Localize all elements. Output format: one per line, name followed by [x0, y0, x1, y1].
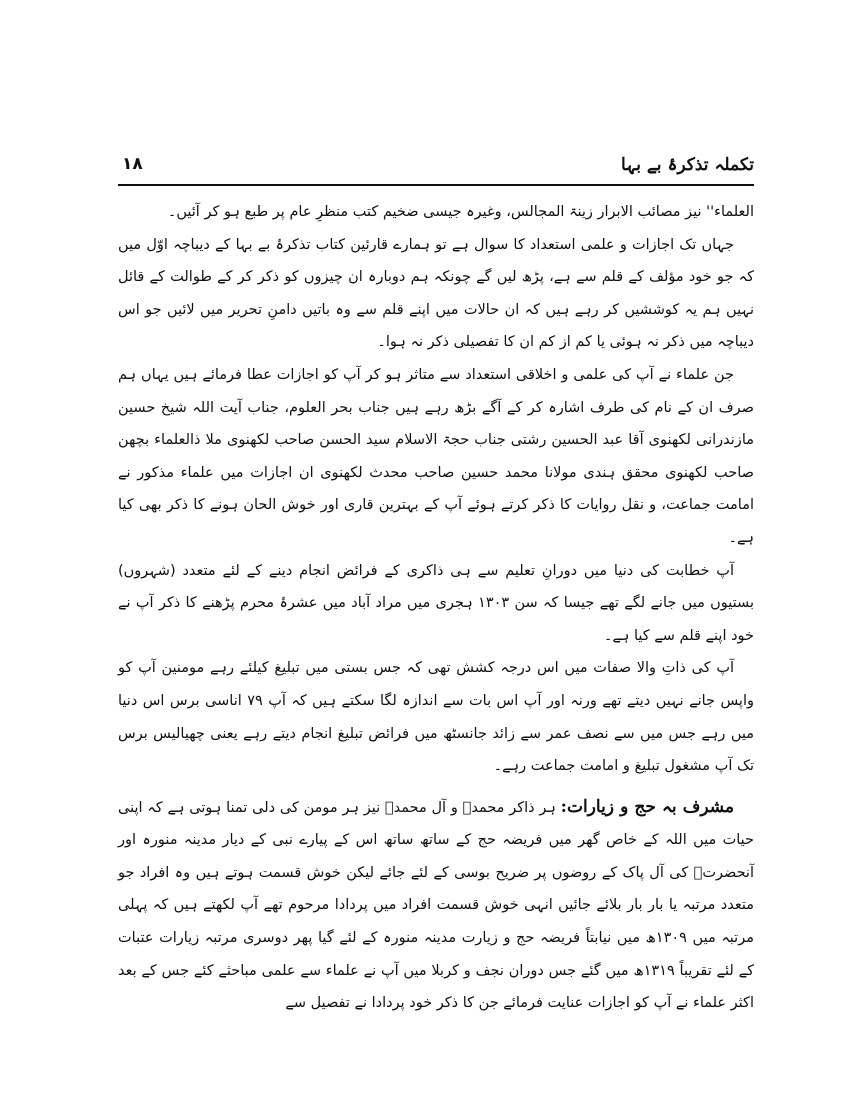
- paragraph-1: العلماء'' نیز مصائب الابرار زینۃ المجالس، وغیرہ جیسی ضخیم کتب منظرِ عام پر طبع ہو کر آئیں۔: [167, 204, 754, 220]
- page-header: [118, 152, 754, 182]
- paragraph-4: آپ خطابت کی دنیا میں دورانِ تعلیم سے ہی ذاکری کے فرائض انجام دینے کے لئے متعدد (شہروں) بستیوں میں جانے لگے تھے جیسا کہ سن ١٣٠٣ ہجری میں مراد آباد میں عشرۂ محرم پڑھنے کا ذکر آپ نے خود اپنے قلم سے کیا ہے۔: [118, 562, 755, 644]
- section-heading: مشرف بہ حج و زیارات:: [560, 796, 735, 817]
- section-paragraph: [118, 791, 754, 1020]
- paragraph-5: آپ کی ذاتِ والا صفات میں اس درجہ کشش تھی کہ جس بستی میں تبلیغ کیلئے رہے مومنین آپ کو واپس جانے نہیں دیتے تھے ورنہ اور آپ اس بات سے اندازہ لگا سکتے ہیں کہ آپ ٧٩ اناسی برس اس دنیا میں رہے جس میں سے نصف عمر سے زائد جانسٹھ میں فرائض تبلیغ انجام دیتے رہے یعنی چھیالیس برس تک آپ مشغول تبلیغ و امامت جماعت رہے۔: [118, 660, 754, 775]
- paragraph-3: جن علماء نے آپ کی علمی و اخلاقی استعداد سے متاثر ہو کر آپ کو اجازات عطا فرمائے ہیں یہاں ہم صرف ان کے نام کی طرف اشارہ کر کے آگے بڑھ رہے ہیں جناب بحر العلوم، جناب آیت اللہ شیخ حسین مازندرانی لکھنوی آقا عبد الحسین رشتی جناب حجۃ الاسلام سید الحسن صاحب لکھنوی ملا ذالعلماء بچھن صاحب لکھنوی محقق ہندی مولانا محمد حسین صاحب محدث لکھنوی ان اجازات میں علماء مذکور نے امامت جماعت، و نقل روایات کا ذکر کرتے ہوئے آپ کے بہترین قاری اور خوش الحان ہونے کا ذکر بھی کیا ہے۔: [118, 366, 754, 546]
- page-number: ١٨: [122, 154, 143, 174]
- header-rule: [118, 184, 754, 186]
- paragraph-2: جہاں تک اجازات و علمی استعداد کا سوال ہے تو ہمارے قارئین کتاب تذکرۂ بے بہا کے دیباچہ اوّل میں کہ جو خود مؤلف کے قلم سے ہے، پڑھ لیں گے چونکہ ہم دوبارہ ان چیزوں کو ذکر کر کے طوالت کے قائل نہیں ہم یہ کوششیں کر رہے ہیں کہ ان حالات میں اپنے قلم سے وہ باتیں دامنِ تحریر میں لائیں جو اس دیباچہ میں ذکر نہ ہوئی یا کم از کم ان کا تفصیلی ذکر نہ ہوا۔: [118, 236, 754, 351]
- section-text: ہر ذاکر محمدؐ و آل محمدؐ نیز ہر مومن کی دلی تمنا ہوتی ہے کہ اپنی حیات میں اللہ کے خاص گھر میں فریضہ حج کے ساتھ ساتھ اس کے پیارے نبی کے دیار مدینہ منورہ اور آنحضرتؐ کی آل پاک کے روضوں پر ضریح بوسی کے لئے جائے لیکن خوش قسمت ہوتے ہیں وہ افراد جو متعدد مرتبہ یا بار بار بلائے جائیں انہی خوش قسمت افراد میں پردادا مرحوم تھے آپ لکھتے ہیں کہ پہلی مرتبہ میں ١٣٠٩ھ میں نیابتاً فریضہ حج و زیارت مدینہ منورہ کے لئے گیا پھر دوسری مرتبہ زیارات عتبات کے لئے تقریباً ١٣١٩ھ میں گئے جس دوران نجف و کربلا میں آپ نے علماء سے علمی مباحثے کئے جس کے بعد اکثر علماء نے آپ کو اجازات عنایت فرمائے جن کا ذکر خود پردادا نے تفصیل سے: [118, 799, 754, 1012]
- running-title: تکملہ تذکرۂ بے بہا: [621, 155, 754, 175]
- body-text: [118, 196, 754, 1020]
